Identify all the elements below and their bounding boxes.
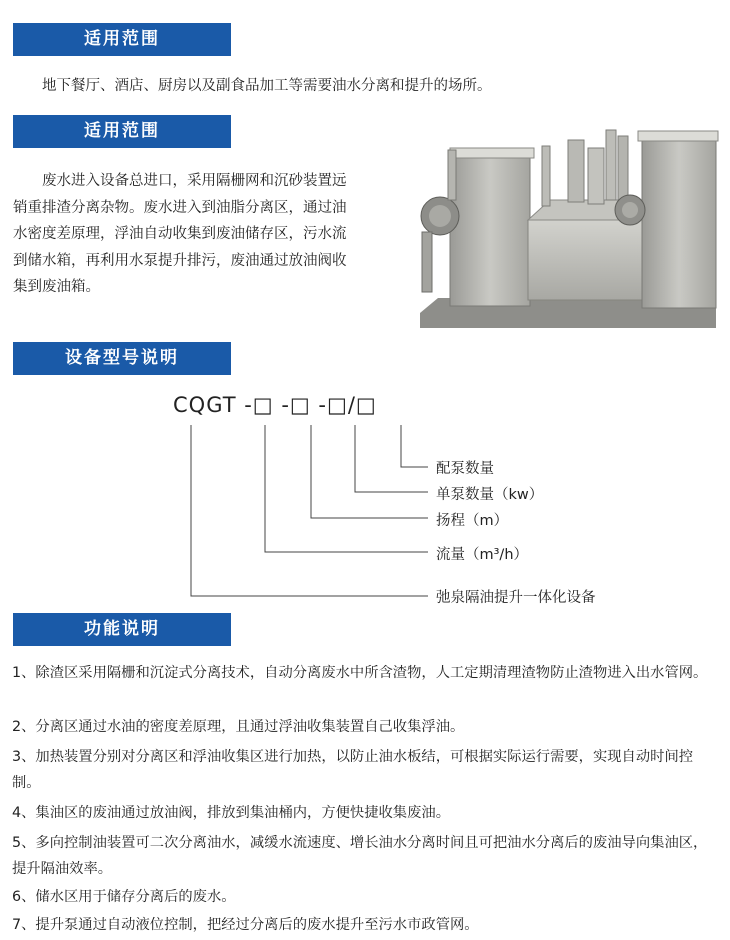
leader-line-head [311,425,428,518]
function-item-3: 3、加热装置分别对分离区和浮油收集区进行加热，以防止油水板结，可根据实际运行需要，实现自动时间控制。 [12,749,694,791]
scope-text: 地下餐厅、酒店、厨房以及副食品加工等需要油水分离和提升的场所。 [42,78,492,94]
label-device: 弛泉隔油提升一体化设备 [436,590,596,606]
leader-line-device [191,425,428,596]
function-item-7: 7、提升泵通过自动液位控制，把经过分离后的废水提升至污水市政管网。 [12,917,479,933]
scope-heading: 适用范围 [13,23,231,56]
function-item-4: 4、集油区的废油通过放油阀，排放到集油桶内，方便快捷收集废油。 [12,805,450,821]
label-pump-count: 配泵数量 [436,461,494,477]
function-item-1: 1、除渣区采用隔栅和沉淀式分离技术，自动分离废水中所含渣物，人工定期清理渣物防止渣物进入出水管网。 [12,665,708,681]
model-diagram-lines [0,385,730,615]
model-code: CQGT -□ -□ -□/□ [173,393,377,417]
leader-line-power [355,425,428,492]
leader-line-flow [265,425,428,552]
equipment-illustration [420,128,720,330]
functions-heading: 功能说明 [13,613,231,646]
function-item-5: 5、多向控制油装置可二次分离油水，减缓水流速度、增长油水分离时间且可把油水分离后的废油导向集油区，提升隔油效率。 [12,835,708,877]
label-head: 扬程（m） [436,513,509,529]
model-heading: 设备型号说明 [13,342,231,375]
function-item-2: 2、分离区通过水油的密度差原理，且通过浮油收集装置自己收集浮油。 [12,719,465,735]
principle-text: 废水进入设备总进口，采用隔栅网和沉砂装置远销重排渣分离杂物。废水进入到油脂分离区，通过油水密度差原理，浮油自动收集到废油储存区，污水流到储水箱，再利用水泵提升排污，废油通过放油阀收集到废油箱。 [13,173,347,295]
function-item-6: 6、储水区用于储存分离后的废水。 [12,889,236,905]
leader-line-pump-count [401,425,428,467]
principle-heading: 适用范围 [13,115,231,148]
label-flow: 流量（m³/h） [436,547,529,563]
label-pump-power: 单泵数量（kw） [436,487,544,503]
